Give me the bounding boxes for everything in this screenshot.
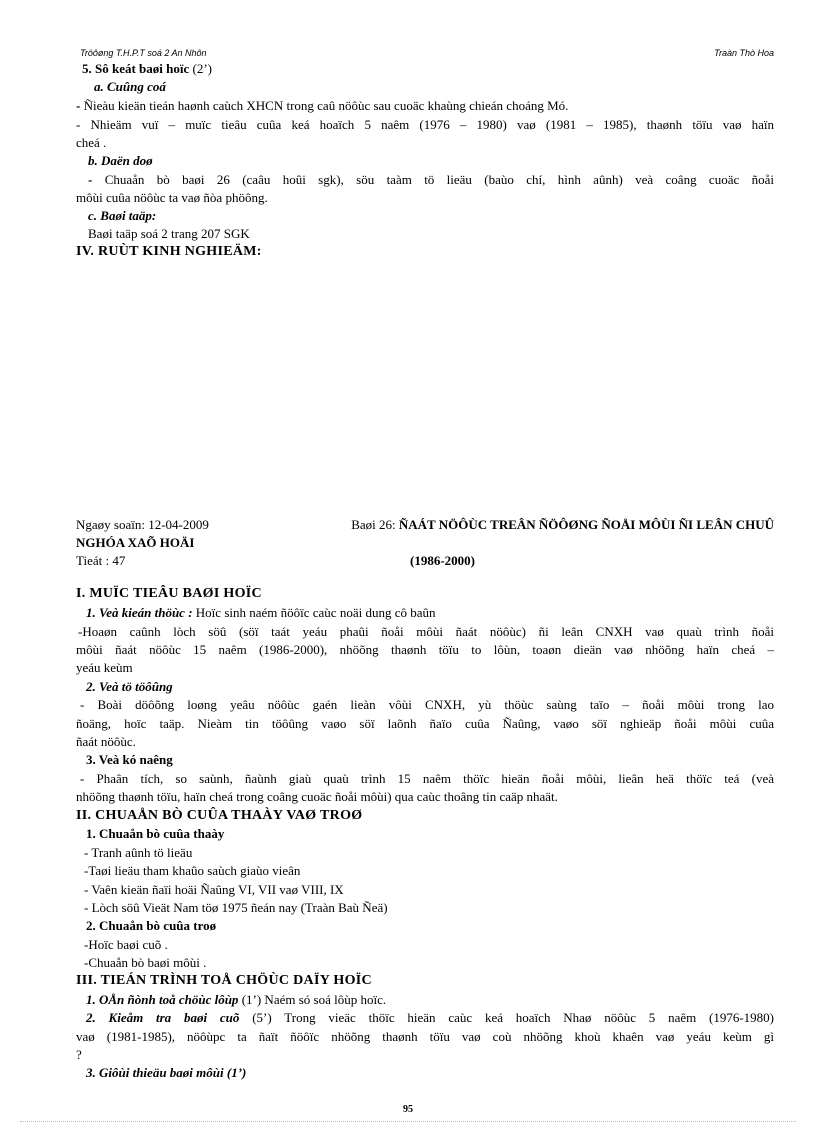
lesson-title: Baøi 26: ÑAÁT NÖÔÙC TREÂN ÑÖÔØNG ÑOÅI MÔÙI ÑI LEÂN CHUÛ (351, 517, 774, 532)
section-heading: I. MUÏC TIEÂU BAØI HOÏC (76, 586, 262, 601)
paragraph: -Hoaøn caûnh lòch söû (söï taát yeáu phaûi ñoåi môùi ñaát nöôùc) ñi leân CNXH vaø quaù trình ñoåi (78, 624, 774, 639)
paragraph: ? (76, 1047, 82, 1062)
list-item: -Chuaån bò baøi môùi . (84, 955, 207, 970)
list-item: - Vaên kieän ñaïi hoäi Ñaûng VI, VII vaø VIII, IX (84, 882, 344, 897)
paragraph: 1. OÅn ñònh toå chöùc lôùp (1’) Naém só soá lôùp hoïc. (86, 992, 387, 1007)
lesson-date: Ngaøy soaïn: 12-04-2009 (76, 517, 209, 532)
header-right: Traàn Thò Hoa (714, 48, 774, 58)
subheading: 3. Giôùi thieäu baøi môùi (1’) (86, 1065, 247, 1080)
paragraph: ñaát nöôùc. (76, 734, 136, 749)
consolidation-heading: 5. Sô keát baøi hoïc (2’) (82, 61, 213, 76)
paragraph: - Chuaån bò baøi 26 (caâu hoûi sgk), söu taàm tö lieäu (baùo chí, hình aûnh) veà coâng cuoäc ñoåi (88, 172, 774, 187)
list-item: - Tranh aûnh tö lieäu (84, 845, 193, 860)
paragraph: - Ñieàu kieän tieán haønh caùch XHCN trong caû nöôùc sau cuoäc khaùng chieán choáng Mó. (76, 98, 569, 113)
paragraph: môùi ñaát nöôùc 15 naêm (1986-2000), nhöõng thaønh töïu to lôùn, toaøn dieän vaø nhöõng haïn cheá – (76, 642, 774, 657)
subheading-a: a. Cuûng coá (94, 79, 166, 94)
page-number: 95 (403, 1104, 413, 1115)
subheading: 2. Veà tö töôûng (86, 679, 173, 694)
paragraph: 1. Veà kieán thöùc : Hoïc sinh naém ñöôïc caùc noäi dung cô baûn (86, 605, 436, 620)
paragraph: môùi cuûa nöôùc ta vaø ñòa phöông. (76, 190, 268, 205)
paragraph: Baøi taäp soá 2 trang 207 SGK (88, 226, 250, 241)
paragraph: - Nhieäm vuï – muïc tieâu cuûa keá hoaïch 5 naêm (1976 – 1980) vaø (1981 – 1985), thaønh töïu vaø haïn (76, 117, 774, 132)
lesson-title-cont: NGHÓA XAÕ HOÄI (76, 535, 195, 550)
paragraph: ñoäng, hoïc taäp. Nieàm tin töôûng vaøo söï laõnh ñaïo cuûa Ñaûng, vaøo söï nghieäp ñoåi môùi cuûa (76, 716, 774, 731)
subheading: 2. Chuaån bò cuûa troø (86, 918, 217, 933)
subheading-b: b. Daën doø (88, 153, 153, 168)
subheading: 1. Chuaån bò cuûa thaày (86, 826, 225, 841)
paragraph: vaø (1981-1985), nöôùpc ta ñaït ñöôïc nhöõng thaønh töïu vaø coù nhöõng khoù khaên vaø yeáu keùm gì (76, 1029, 774, 1044)
section-heading: IV. RUÙT KINH NGHIEÄM: (76, 244, 262, 259)
section-heading: II. CHUAÅN BÒ CUÛA THAÀY VAØ TROØ (76, 808, 363, 823)
paragraph: cheá . (76, 135, 107, 150)
list-item: - Lòch söû Vieät Nam töø 1975 ñeán nay (Traàn Baù Ñeä) (84, 900, 388, 915)
list-item: -Taøi lieäu tham khaûo saùch giaùo vieân (84, 863, 301, 878)
footer-divider (20, 1121, 796, 1122)
header-left: Tröôøng T.H.P.T soá 2 An Nhôn (80, 48, 207, 58)
lesson-years: (1986-2000) (410, 553, 475, 568)
subheading-c: c. Baøi taäp: (88, 208, 157, 223)
section-heading: III. TIEÁN TRÌNH TOÅ CHÖÙC DAÏY HOÏC (76, 973, 372, 988)
paragraph: - Boài döôõng loøng yeâu nöôùc gaén lieàn vôùi CNXH, yù thöùc saùng taïo – ñoåi môùi trong lao (80, 697, 774, 712)
subheading: 3. Veà kó naêng (86, 752, 173, 767)
list-item: -Hoïc baøi cuõ . (84, 937, 168, 952)
paragraph: yeáu keùm (76, 660, 133, 675)
lesson-period: Tieát : 47 (76, 553, 126, 568)
paragraph: nhöõng thaønh töïu, haïn cheá trong coâng cuoäc ñoåi môùi) qua caùc thoâng tin caäp nhaät. (76, 789, 558, 804)
paragraph: 2. Kieåm tra baøi cuõ (5’) Trong vieäc thöïc hieän caùc keá hoaïch Nhaø nöôùc 5 naêm (1976-1980) (86, 1010, 775, 1025)
paragraph: - Phaân tích, so saùnh, ñaùnh giaù quaù trình 15 naêm thöïc hieän ñoåi môùi, lieân heä thöïc teá (veà (80, 771, 774, 786)
